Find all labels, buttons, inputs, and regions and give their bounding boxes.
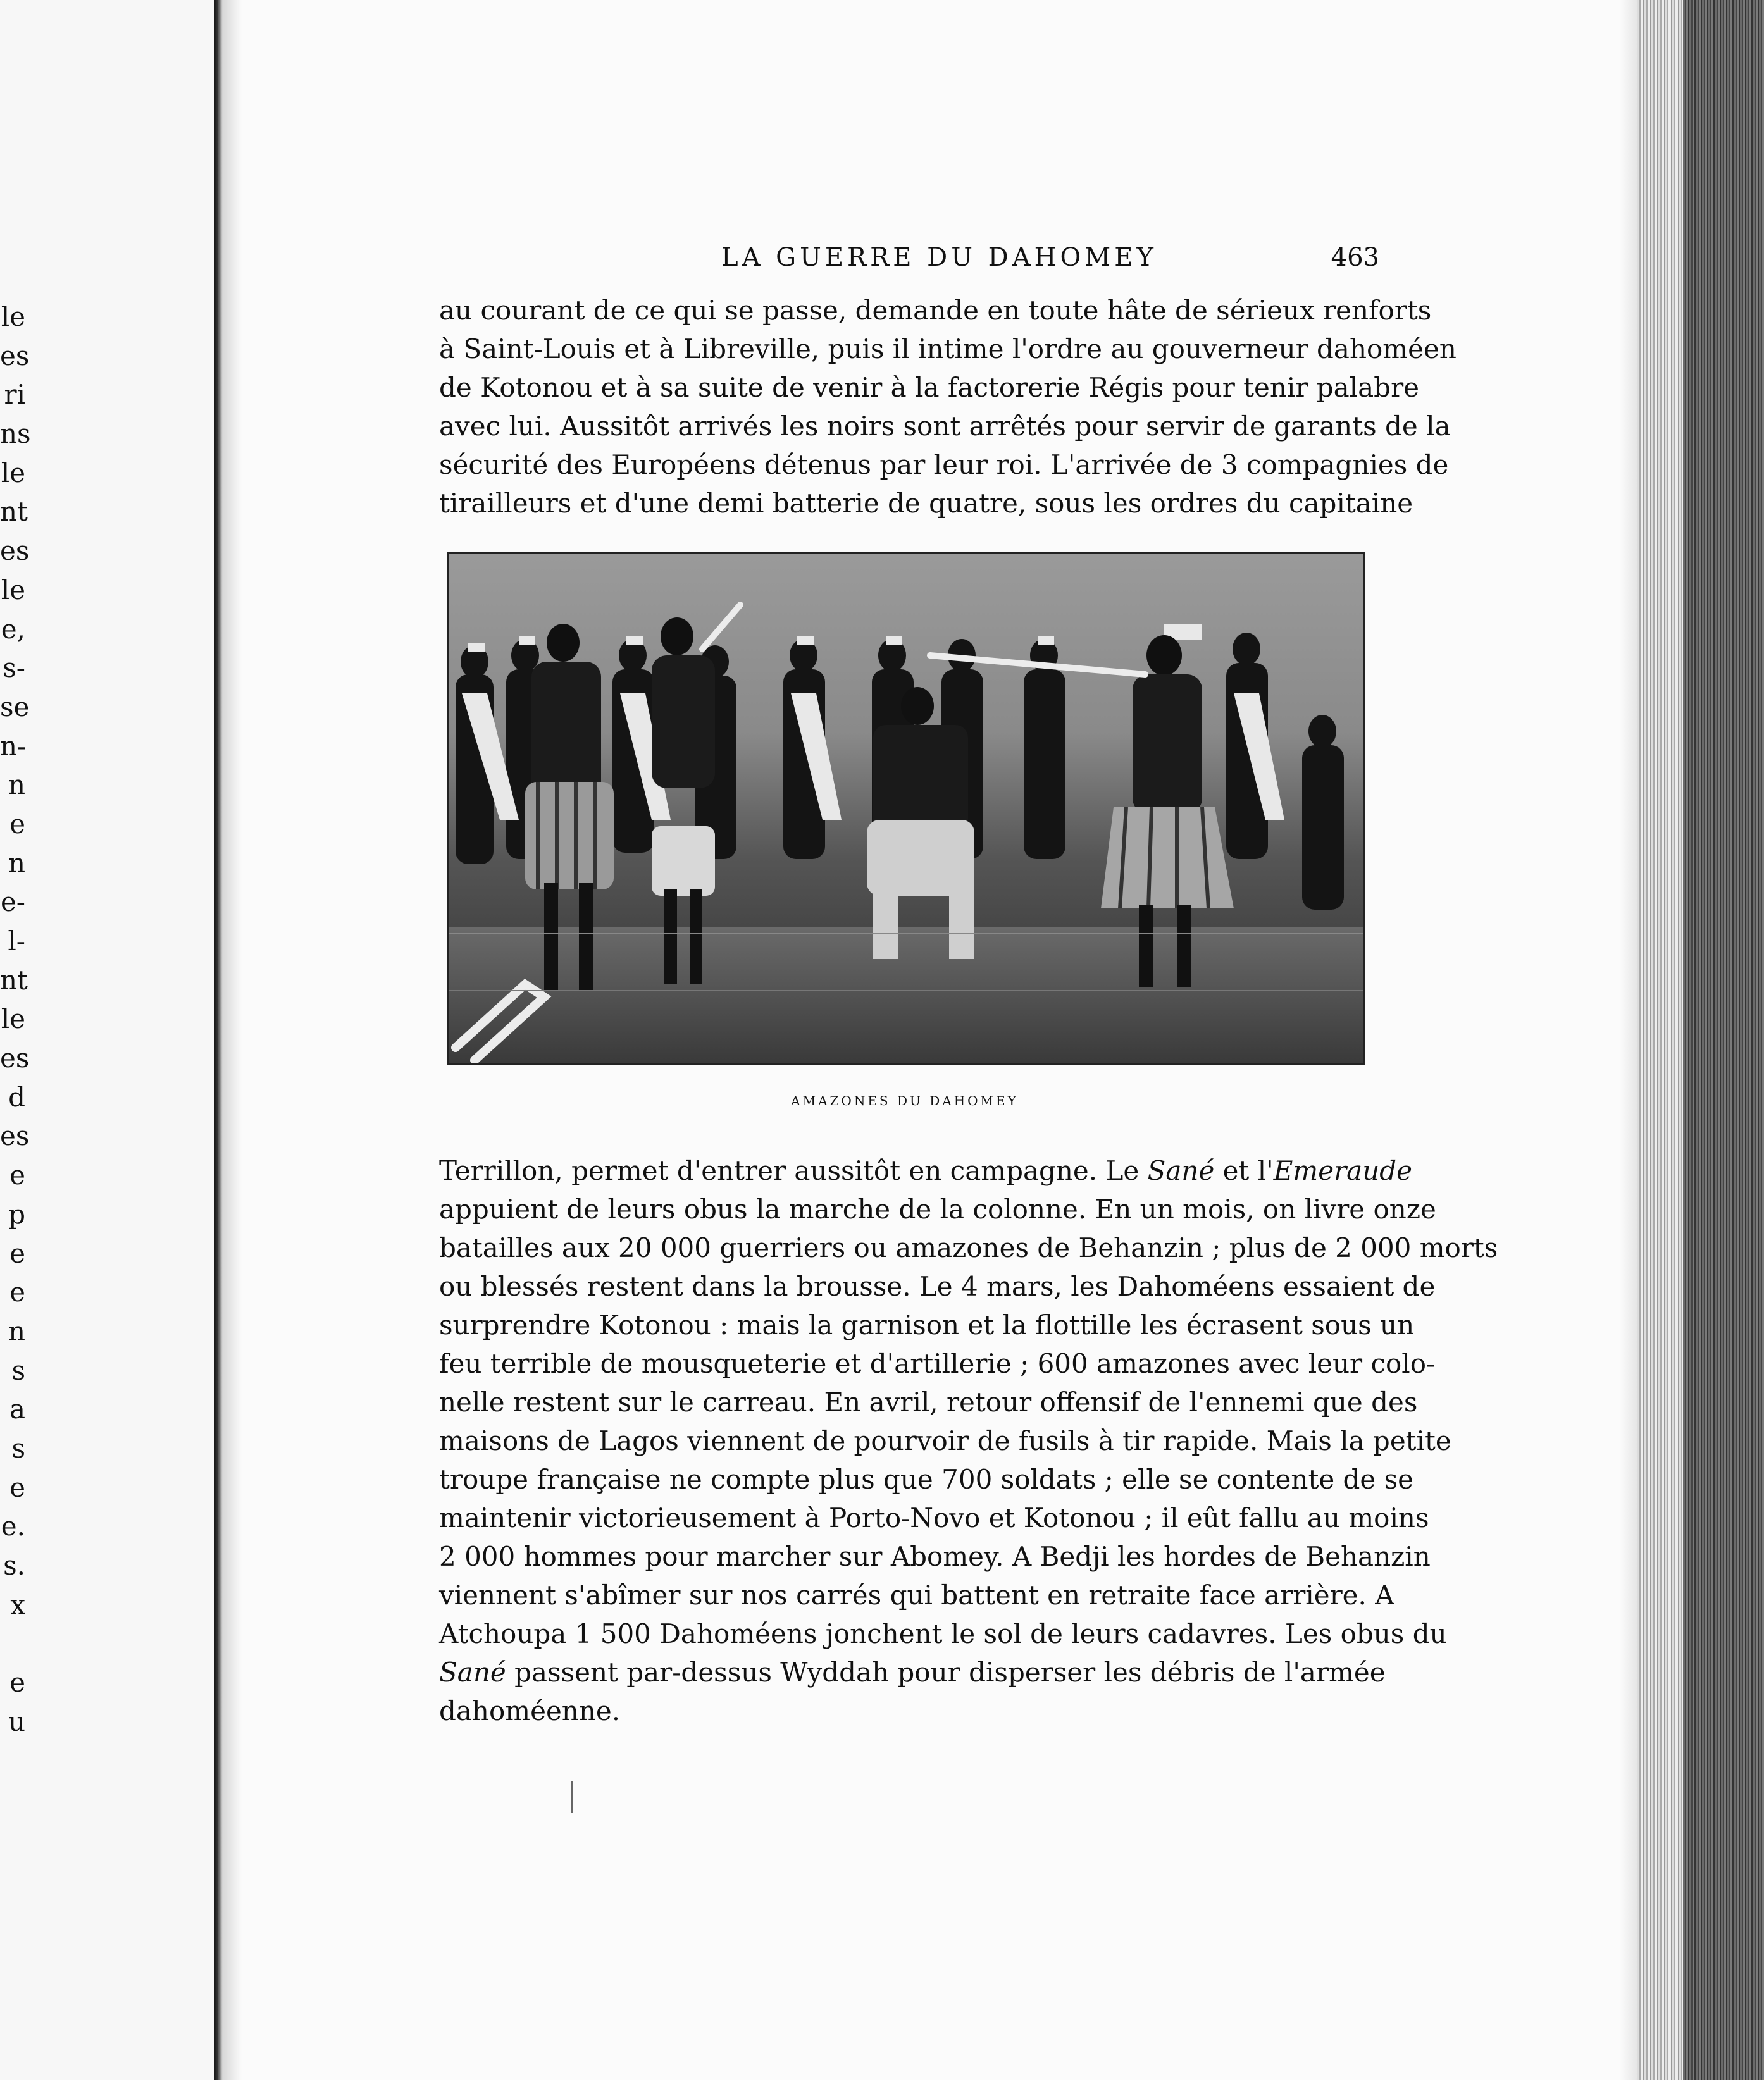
text-line: troupe française ne compte plus que 700 soldats ; elle se contente de se [439, 1464, 1414, 1495]
ship-name: Sané [439, 1657, 506, 1688]
text-line [439, 1653, 1386, 1692]
text-line: ou blessés restent dans la brousse. Le 4 mars, les Dahoméens essaient de [439, 1271, 1436, 1302]
left-page-fragment: e [9, 1160, 25, 1191]
left-page-fragment: e- [0, 886, 25, 918]
text-run: passent par-dessus Wyddah pour disperser les débris de l'armée [506, 1657, 1386, 1688]
left-page-fragment: p [8, 1198, 25, 1230]
left-page-fragment: e [9, 1667, 25, 1699]
left-page-fragment: e [9, 1471, 25, 1503]
text-line: dahoméenne. [439, 1695, 621, 1726]
text-line: appuient de leurs obus la marche de la colonne. En un mois, on livre onze [439, 1194, 1436, 1225]
left-page-fragment: nt [0, 964, 28, 996]
left-page-fragment: e [9, 1237, 25, 1269]
left-page-fragment: es [0, 340, 30, 371]
left-page-fragment: a [9, 1394, 25, 1425]
text-line: surprendre Kotonou : mais la garnison et la flottille les écrasent sous un [439, 1309, 1415, 1340]
left-page-fragment: s- [3, 652, 25, 684]
left-page-fragment: n [8, 847, 25, 879]
left-page-fragment: l- [8, 925, 25, 956]
left-page-fragment: es [0, 535, 30, 567]
text-line [439, 1151, 1412, 1190]
left-page-fragment: d [8, 1081, 25, 1113]
left-page-fragment: se [0, 691, 30, 722]
gutter-shadow [223, 0, 242, 2080]
left-page-fragment: s [11, 1432, 25, 1464]
figure-caption: AMAZONES DU DAHOMEY [791, 1093, 1019, 1108]
text-line: de Kotonou et à sa suite de venir à la factorerie Régis pour tenir palabre [439, 372, 1419, 403]
left-page-fragment: x [10, 1588, 25, 1620]
left-page-fragment: n [8, 769, 25, 801]
ship-name: Sané [1147, 1155, 1215, 1186]
left-page-fragment: e [9, 808, 25, 839]
ship-name: Emeraude [1273, 1155, 1412, 1186]
left-page-fragment [0, 1624, 25, 1663]
text-line: maintenir victorieusement à Porto-Novo et Kotonou ; il eût fallu au moins [439, 1502, 1429, 1533]
text-line: à Saint-Louis et à Libreville, puis il intime l'ordre au gouverneur dahoméen [439, 333, 1457, 364]
left-page-text-fragments [0, 297, 31, 1741]
left-page-fragment: le [1, 457, 25, 488]
photograph-amazons [447, 552, 1365, 1065]
text-line: nelle restent sur le carreau. En avril, retour offensif de l'ennemi que des [439, 1387, 1418, 1418]
left-page-fragment: es [0, 1043, 30, 1074]
left-page-fragment: u [8, 1705, 25, 1737]
left-page-fragment: n- [0, 730, 27, 762]
page-edge-shade [1620, 0, 1639, 2080]
text-line: batailles aux 20 000 guerriers ou amazones de Behanzin ; plus de 2 000 morts [439, 1232, 1498, 1263]
left-page [0, 0, 215, 2080]
left-page-fragment: ns [0, 418, 31, 450]
left-page-fragment: le [1, 574, 25, 605]
text-line: Atchoupa 1 500 Dahoméens jonchent le sol de leurs cadavres. Les obus du [439, 1618, 1447, 1649]
paragraph-bottom [439, 1151, 1498, 1730]
text-line: 2 000 hommes pour marcher sur Abomey. A Bedji les hordes de Behanzin [439, 1541, 1431, 1572]
running-head: LA GUERRE DU DAHOMEY [721, 243, 1157, 272]
text-line: sécurité des Européens détenus par leur roi. L'arrivée de 3 compagnies de [439, 449, 1449, 480]
left-page-fragment: es [0, 1120, 30, 1152]
left-page-fragment: n [8, 1315, 25, 1347]
page-edges-dark [1683, 0, 1764, 2080]
left-page-fragment: e. [1, 1511, 25, 1542]
left-page-fragment: e, [1, 613, 25, 645]
text-line: avec lui. Aussitôt arrivés les noirs sont arrêtés pour servir de garants de la [439, 411, 1451, 442]
text-run: Terrillon, permet d'entrer aussitôt en campagne. Le [439, 1155, 1148, 1186]
left-page-fragment: le [1, 301, 25, 332]
text-line: tirailleurs et d'une demi batterie de quatre, sous les ordres du capitaine [439, 488, 1413, 519]
left-page-fragment: ri [4, 379, 25, 411]
stray-ink-mark [571, 1781, 573, 1813]
photograph-illustration [449, 554, 1363, 1063]
text-line: feu terrible de mousqueterie et d'artillerie ; 600 amazones avec leur colo- [439, 1348, 1436, 1379]
left-page-fragment: e [9, 1277, 25, 1308]
left-page-fragment: s. [3, 1550, 25, 1581]
paragraph-top [439, 291, 1457, 523]
page-number: 463 [1331, 243, 1379, 272]
left-page-fragment: nt [0, 496, 28, 528]
text-line: maisons de Lagos viennent de pourvoir de fusils à tir rapide. Mais la petite [439, 1425, 1451, 1456]
book-gutter [214, 0, 223, 2080]
left-page-fragment: s [11, 1354, 25, 1386]
left-page-fragment: le [1, 1003, 25, 1035]
text-line: viennent s'abîmer sur nos carrés qui battent en retraite face arrière. A [439, 1580, 1394, 1611]
text-line: au courant de ce qui se passe, demande en toute hâte de sérieux renforts [439, 295, 1432, 326]
text-run: et l' [1214, 1155, 1274, 1186]
